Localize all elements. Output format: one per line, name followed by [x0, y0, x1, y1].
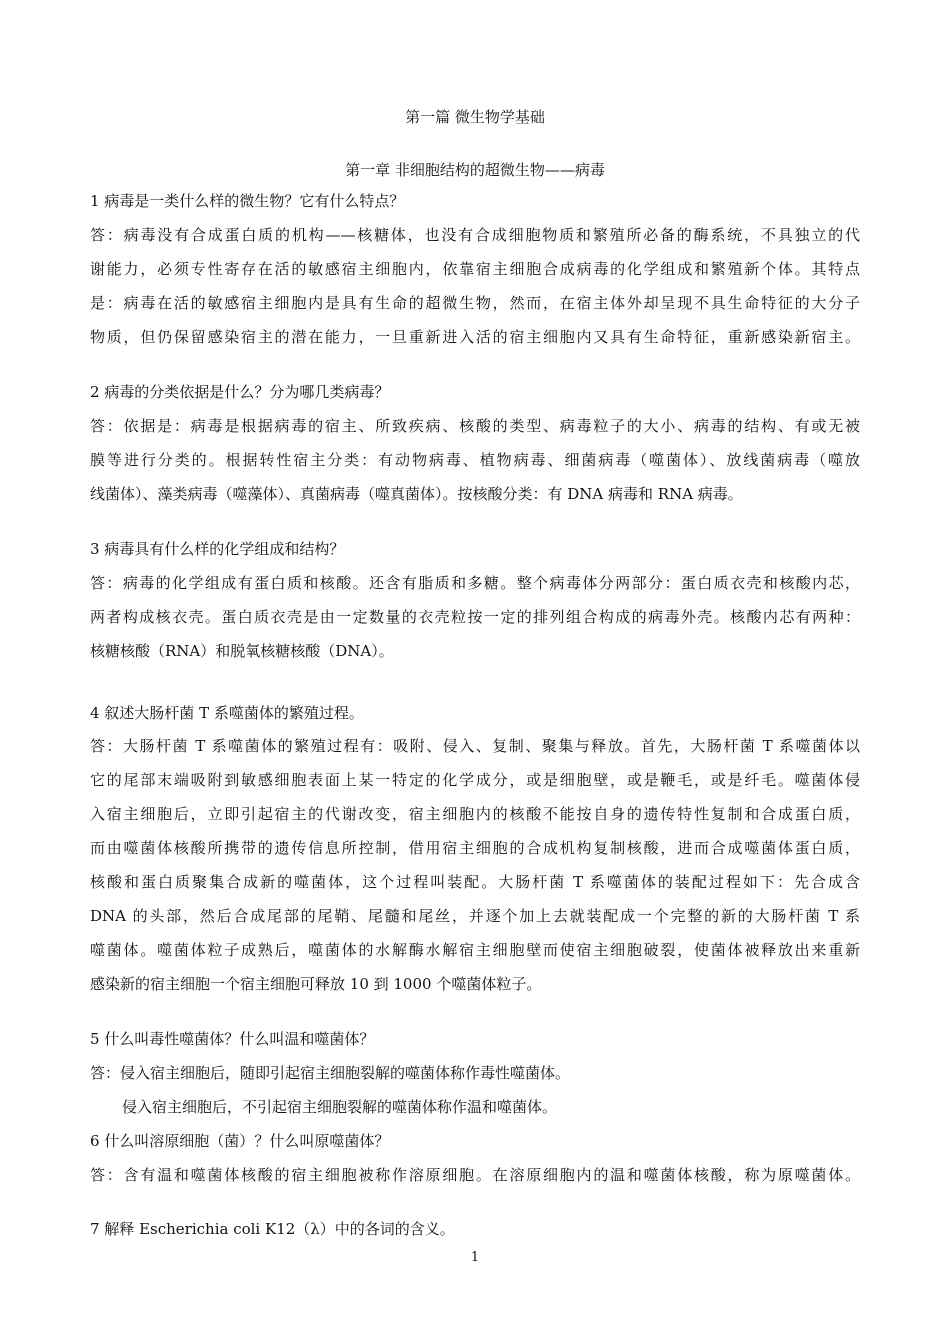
answer-5-line-1: 答：侵入宿主细胞后，随即引起宿主细胞裂解的噬菌体称作毒性噬菌体。	[90, 1064, 571, 1082]
answer-2-line-3: 线菌体）、藻类病毒（噬藻体）、真菌病毒（噬真菌体）。按核酸分类：有 DNA 病毒和 RNA 病毒。	[90, 485, 743, 503]
answer-5-line-2: 侵入宿主细胞后，不引起宿主细胞裂解的噬菌体称作温和噬菌体。	[122, 1098, 558, 1116]
part-title: 第一篇 微生物学基础	[405, 108, 545, 126]
answer-3-line-2: 两者构成核衣壳。蛋白质衣壳是由一定数量的衣壳粒按一定的排列组合构成的病毒外壳。核酸内芯有两种：	[90, 608, 860, 626]
answer-4-line-5: 核酸和蛋白质聚集合成新的噬菌体，这个过程叫装配。大肠杆菌 T 系噬菌体的装配过程如下：先合成含	[90, 873, 860, 891]
question-2: 2 病毒的分类依据是什么？分为哪几类病毒？	[90, 383, 390, 401]
question-6: 6 什么叫溶原细胞（菌）？什么叫原噬菌体？	[90, 1132, 390, 1150]
answer-4-line-4: 而由噬菌体核酸所携带的遗传信息所控制，借用宿主细胞的合成机构复制核酸，进而合成噬菌体蛋白质，	[90, 839, 860, 857]
answer-3-line-1: 答：病毒的化学组成有蛋白质和核酸。还含有脂质和多糖。整个病毒体分两部分：蛋白质衣壳和核酸内芯，	[90, 574, 860, 592]
question-4: 4 叙述大肠杆菌 T 系噬菌体的繁殖过程。	[90, 704, 364, 722]
chapter-title: 第一章 非细胞结构的超微生物——病毒	[345, 161, 605, 179]
answer-4-line-6: DNA 的头部，然后合成尾部的尾鞘、尾髓和尾丝，并逐个加上去就装配成一个完整的新的大肠杆菌 T 系	[90, 907, 860, 925]
answer-4-line-1: 答：大肠杆菌 T 系噬菌体的繁殖过程有：吸附、侵入、复制、聚集与释放。首先，大肠杆菌 T 系噬菌体以	[90, 737, 860, 755]
question-5: 5 什么叫毒性噬菌体？什么叫温和噬菌体？	[90, 1030, 375, 1048]
answer-6-line-1: 答：含有温和噬菌体核酸的宿主细胞被称作溶原细胞。在溶原细胞内的温和噬菌体核酸，称为原噬菌体。	[90, 1166, 860, 1184]
answer-1-line-3: 是：病毒在活的敏感宿主细胞内是具有生命的超微生物，然而，在宿主体外却呈现不具生命特征的大分子	[90, 294, 860, 312]
question-3: 3 病毒具有什么样的化学组成和结构？	[90, 540, 345, 558]
question-7: 7 解释 Escherichia coli K12（λ）中的各词的含义。	[90, 1220, 455, 1238]
answer-2-line-2: 膜等进行分类的。根据转性宿主分类：有动物病毒、植物病毒、细菌病毒（噬菌体）、放线菌病毒（噬放	[90, 451, 860, 469]
question-1: 1 病毒是一类什么样的微生物？它有什么特点？	[90, 192, 405, 210]
answer-2-line-1: 答：依据是：病毒是根据病毒的宿主、所致疾病、核酸的类型、病毒粒子的大小、病毒的结构、有或无被	[90, 417, 860, 435]
answer-4-line-7: 噬菌体。噬菌体粒子成熟后，噬菌体的水解酶水解宿主细胞壁而使宿主细胞破裂，使菌体被释放出来重新	[90, 941, 860, 959]
answer-4-line-2: 它的尾部末端吸附到敏感细胞表面上某一特定的化学成分，或是细胞壁，或是鞭毛，或是纤毛。噬菌体侵	[90, 771, 860, 789]
answer-1-line-4: 物质，但仍保留感染宿主的潜在能力，一旦重新进入活的宿主细胞内又具有生命特征，重新感染新宿主。	[90, 328, 860, 346]
answer-3-line-3: 核糖核酸（RNA）和脱氧核糖核酸（DNA）。	[90, 642, 394, 660]
answer-1-line-1: 答：病毒没有合成蛋白质的机构——核糖体，也没有合成细胞物质和繁殖所必备的酶系统，不具独立的代	[90, 226, 860, 244]
answer-1-line-2: 谢能力，必须专性寄存在活的敏感宿主细胞内，依靠宿主细胞合成病毒的化学组成和繁殖新个体。其特点	[90, 260, 860, 278]
answer-4-line-3: 入宿主细胞后，立即引起宿主的代谢改变，宿主细胞内的核酸不能按自身的遗传特性复制和合成蛋白质，	[90, 805, 860, 823]
page-number: 1	[470, 1250, 480, 1265]
answer-4-line-8: 感染新的宿主细胞一个宿主细胞可释放 10 到 1000 个噬菌体粒子。	[90, 975, 542, 993]
